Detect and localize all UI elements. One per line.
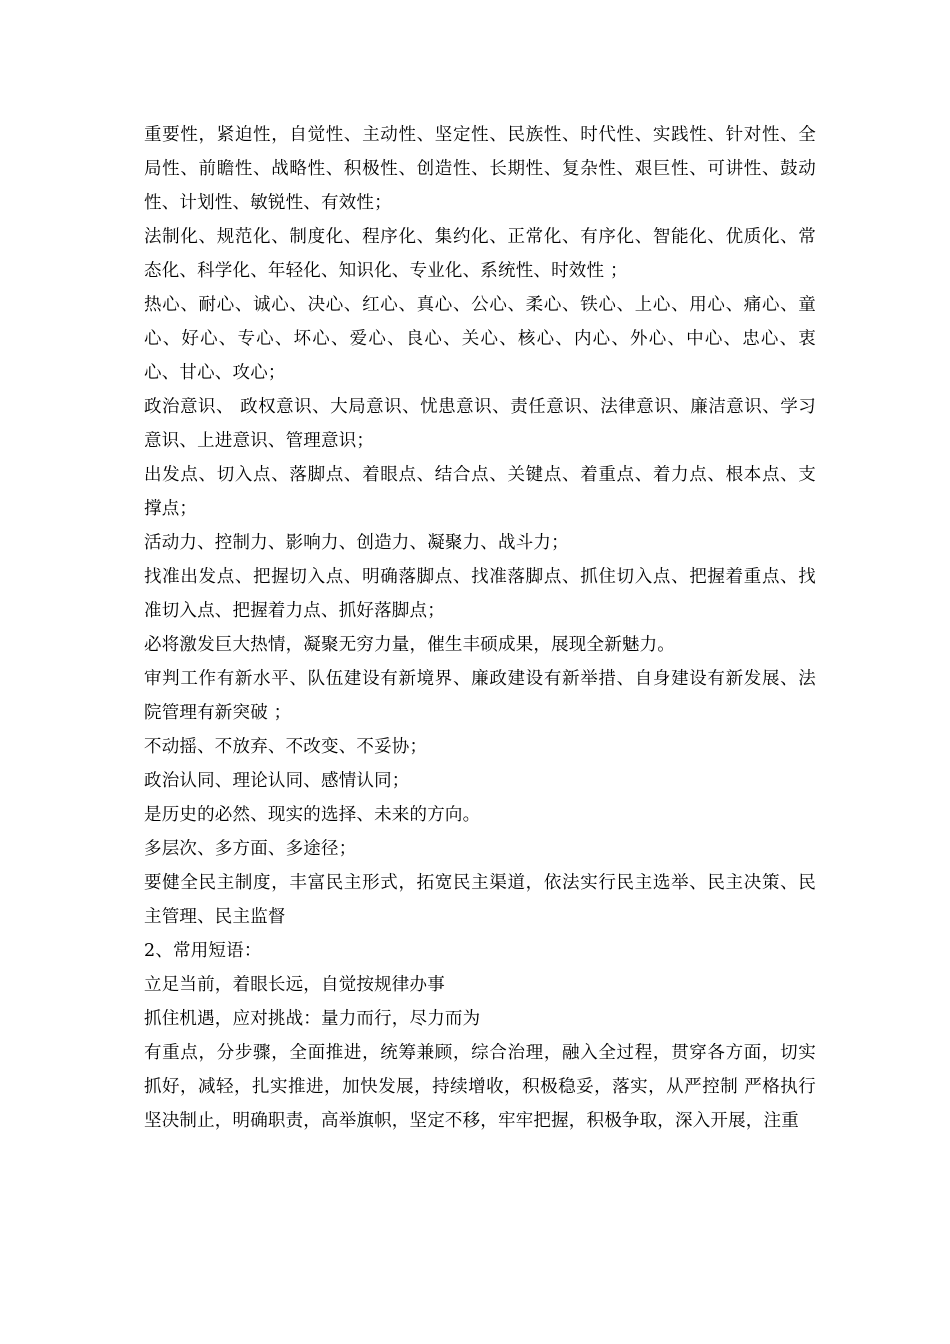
- paragraph-seize-opportunity: 抓住机遇，应对挑战：量力而行，尽力而为: [144, 1009, 481, 1029]
- paragraph-action-phrases: 有重点，分步骤，全面推进，统筹兼顾，综合治理，融入全过程，贯穿各方面，切实抓好，减轻，扎实推进，加快发展，持续增收，积极稳妥，落实，从严控制 严格执行坚决制止，明确职责，高举旗帜，坚定不移，牢牢把握，积极争取，深入开展，注重: [144, 1043, 816, 1131]
- paragraph-enthusiasm-sentence: 必将激发巨大热情，凝聚无穷力量，催生丰硕成果，展现全新魅力。: [144, 635, 675, 655]
- paragraph-based-on-present: 立足当前，着眼长远，自觉按规律办事: [144, 975, 445, 995]
- paragraph-history-sentence: 是历史的必然、现实的选择、未来的方向。: [144, 805, 481, 825]
- paragraph-force-list: 活动力、控制力、影响力、创造力、凝聚力、战斗力；: [144, 533, 569, 553]
- paragraph-identity-list: 政治认同、理论认同、感情认同；: [144, 771, 410, 791]
- paragraph-multi-level-list: 多层次、多方面、多途径；: [144, 839, 357, 859]
- paragraph-court-work-list: 审判工作有新水平、队伍建设有新境界、廉政建设有新举措、自身建设有新发展、法院管理有新突破 ；: [144, 669, 816, 723]
- paragraph-points-list: 出发点、切入点、落脚点、着眼点、结合点、关键点、着重点、着力点、根本点、支撑点；: [144, 465, 816, 519]
- paragraph-grasp-points-list: 找准出发点、把握切入点、明确落脚点、找准落脚点、抓住切入点、把握着重点、找准切入点、把握着力点、抓好落脚点；: [144, 567, 816, 621]
- paragraph-heart-list: 热心、耐心、诚心、决心、红心、真心、公心、柔心、铁心、上心、用心、痛心、童心、好心、专心、坏心、爱心、良心、关心、核心、内心、外心、中心、忠心、衷心、甘心、攻心；: [144, 295, 816, 383]
- paragraph-standardization-list: 法制化、规范化、制度化、程序化、集约化、正常化、有序化、智能化、优质化、常态化、科学化、年轻化、知识化、专业化、系统性、时效性 ；: [144, 227, 816, 281]
- paragraph-importance-list: 重要性，紧迫性，自觉性、主动性、坚定性、民族性、时代性、实践性、针对性、全局性、前瞻性、战略性、积极性、创造性、长期性、复杂性、艰巨性、可讲性、鼓动性、计划性、敏锐性、有效性；: [144, 125, 816, 213]
- paragraph-awareness-list: 政治意识、 政权意识、大局意识、忧患意识、责任意识、法律意识、廉洁意识、学习意识、上进意识、管理意识；: [144, 397, 816, 451]
- paragraph-unwavering-list: 不动摇、不放弃、不改变、不妥协；: [144, 737, 428, 757]
- section-heading-common-phrases: 2、常用短语：: [144, 941, 262, 961]
- document-body: [144, 118, 816, 1138]
- paragraph-democracy-sentence: 要健全民主制度，丰富民主形式，拓宽民主渠道，依法实行民主选举、民主决策、民主管理、民主监督: [144, 873, 816, 927]
